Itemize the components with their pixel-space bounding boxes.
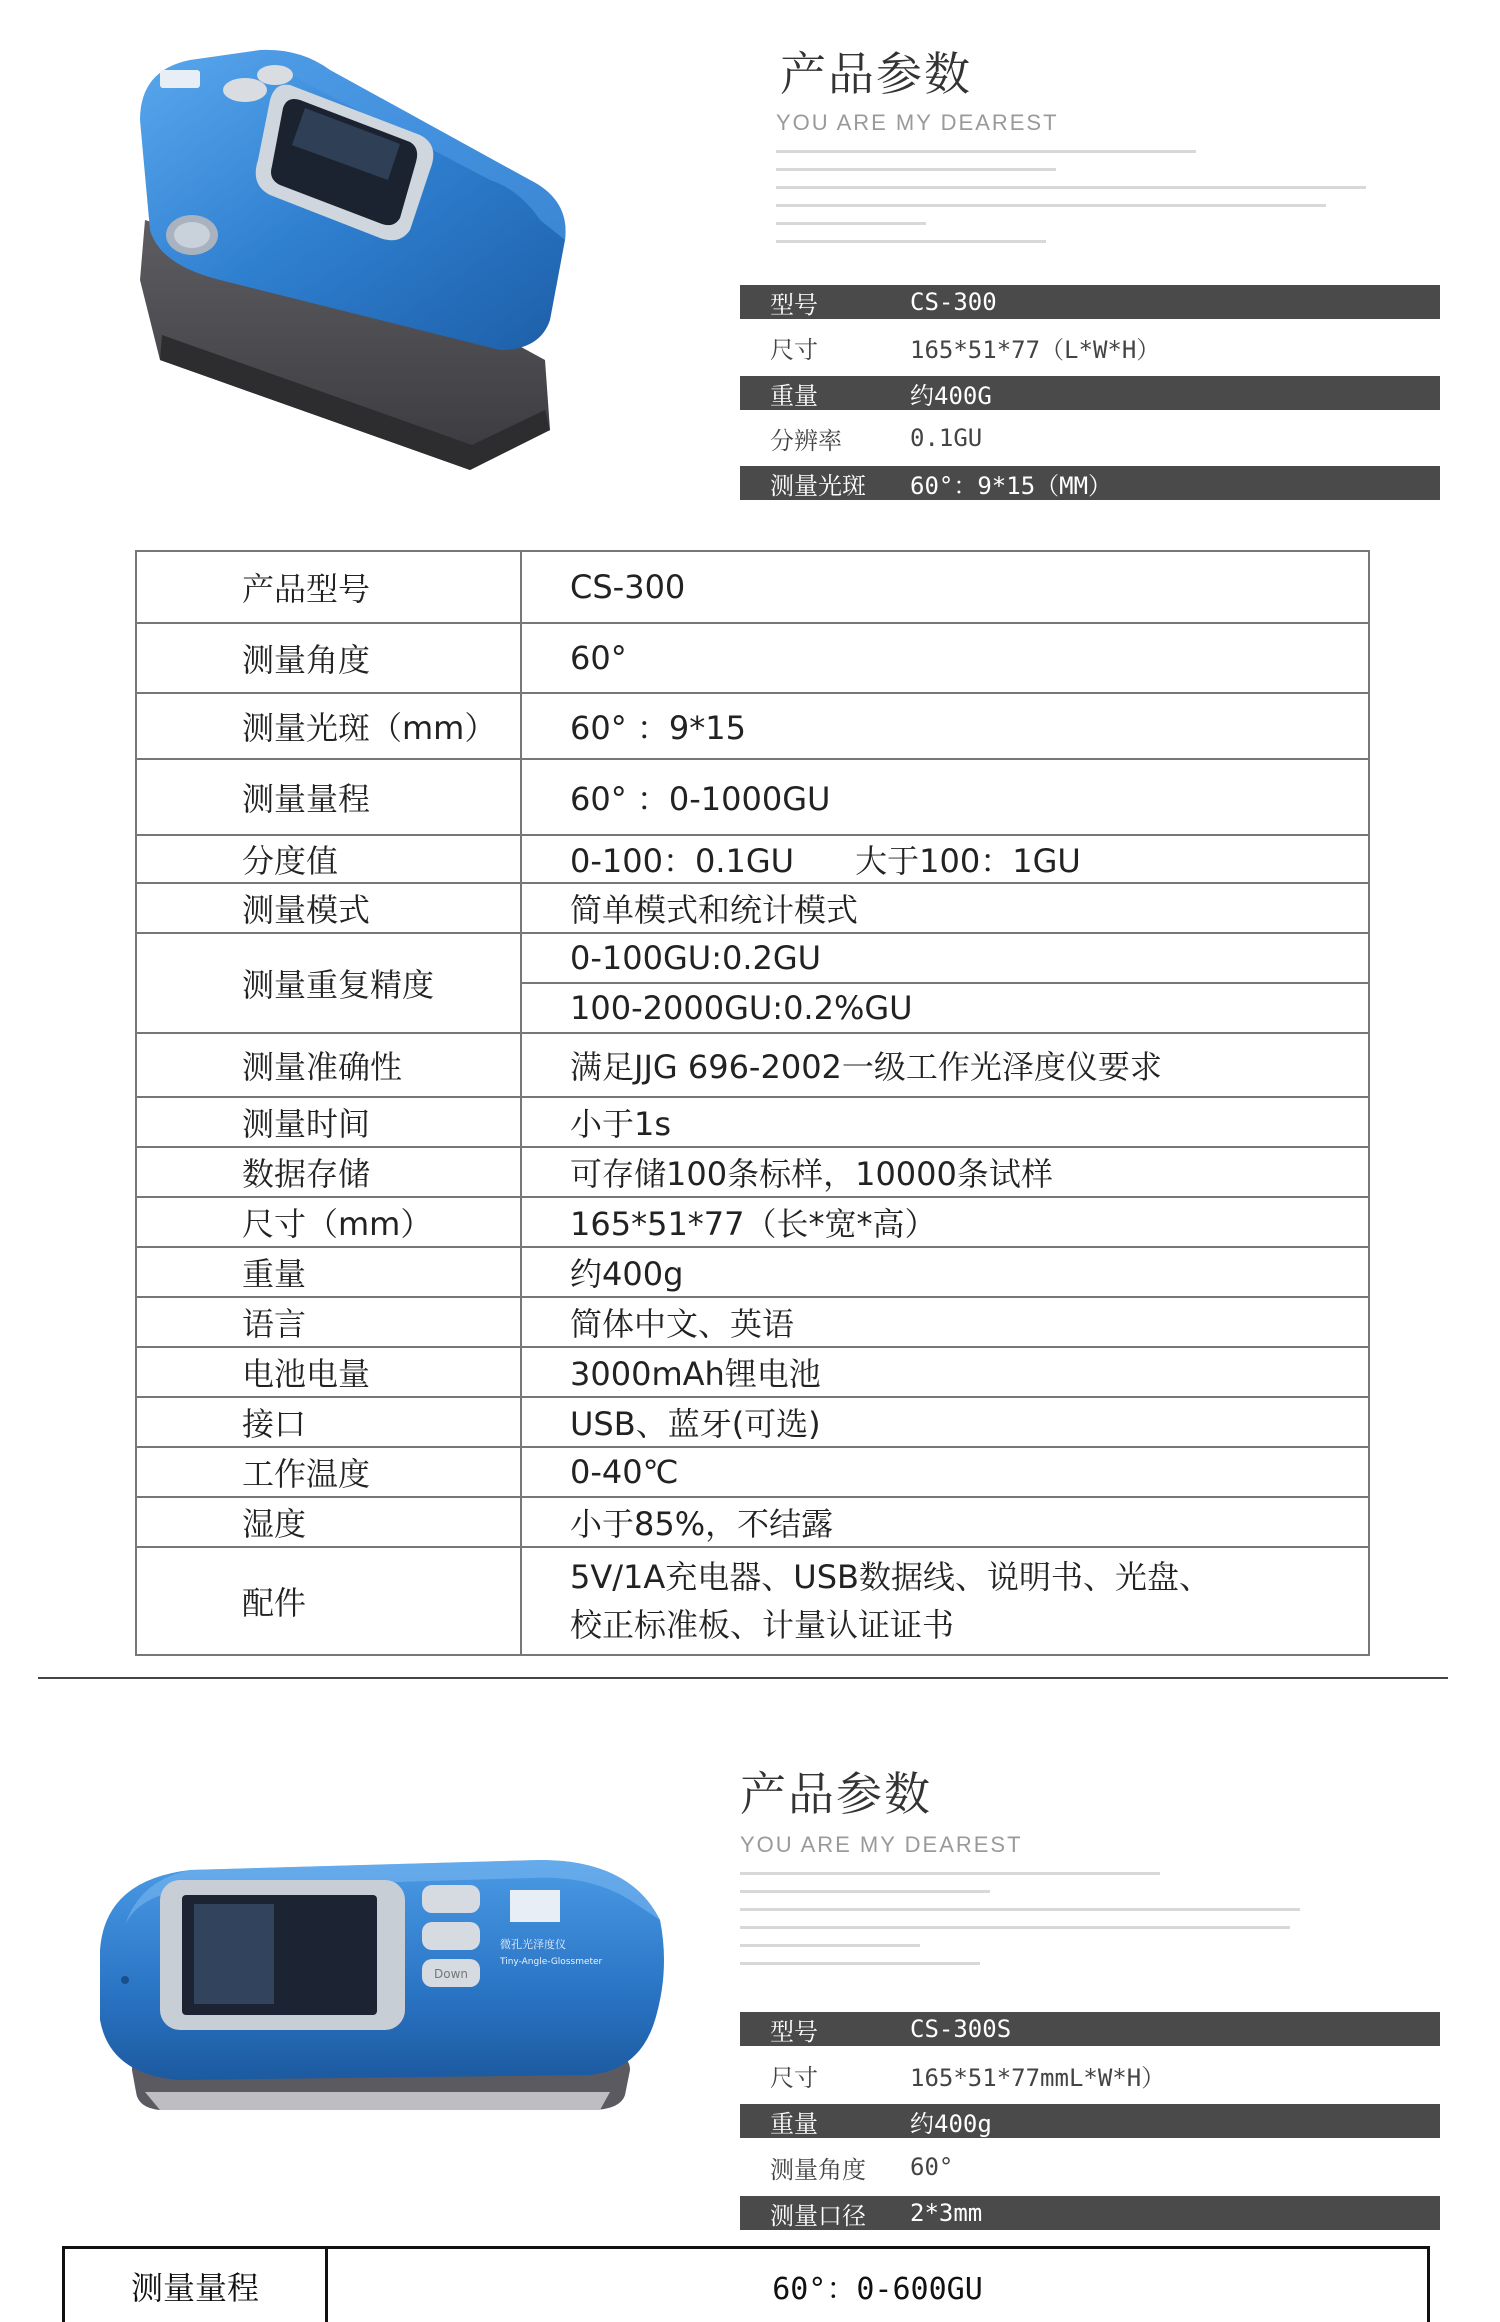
spec-label: 型号 bbox=[770, 2017, 818, 2046]
spec-row bbox=[740, 285, 1440, 319]
row-value: 简单模式和统计模式 bbox=[521, 883, 1369, 933]
row-value: USB、蓝牙(可选) bbox=[521, 1397, 1369, 1447]
table-row bbox=[136, 1547, 1369, 1655]
gloss-meter-photo-bottom bbox=[70, 1830, 670, 2130]
spec-label: 重量 bbox=[770, 381, 818, 410]
table-row bbox=[136, 1147, 1369, 1197]
spec-label: 测量光斑 bbox=[770, 471, 866, 500]
row-label: 测量角度 bbox=[136, 623, 521, 693]
row-label: 尺寸（mm） bbox=[136, 1197, 521, 1247]
spec-value: 165*51*77（L*W*H） bbox=[910, 335, 1161, 364]
panel-title: 产品参数 bbox=[780, 47, 972, 101]
spec-label: 重量 bbox=[770, 2109, 818, 2138]
row-value: 60° ：0-1000GU bbox=[521, 759, 1369, 835]
row-value: 小于85%，不结露 bbox=[521, 1497, 1369, 1547]
row-label: 配件 bbox=[136, 1547, 521, 1655]
spec-row bbox=[740, 2150, 1440, 2184]
row-value: 小于1s bbox=[521, 1097, 1369, 1147]
panel-subtitle: YOU ARE MY DEAREST bbox=[776, 110, 1059, 135]
row-value: 60°：0-600GU bbox=[772, 2271, 983, 2307]
spec-label: 尺寸 bbox=[770, 2063, 818, 2092]
spec-row bbox=[740, 421, 1440, 455]
spec-value: 165*51*77mmL*W*H） bbox=[910, 2063, 1166, 2092]
decorative-text-line bbox=[740, 1872, 1160, 1875]
spec-row bbox=[740, 2012, 1440, 2046]
decorative-text-line bbox=[776, 204, 1326, 207]
spec-label: 尺寸 bbox=[770, 335, 818, 364]
decorative-text-line bbox=[740, 1944, 920, 1947]
spec-value: 0.1GU bbox=[910, 424, 983, 452]
spec-row bbox=[740, 330, 1440, 364]
range-table bbox=[62, 2246, 1430, 2322]
spec-panel-top bbox=[740, 30, 1440, 500]
row-label: 电池电量 bbox=[136, 1347, 521, 1397]
spec-panel-bottom bbox=[740, 1750, 1440, 2230]
row-label: 语言 bbox=[136, 1297, 521, 1347]
table-row bbox=[136, 623, 1369, 693]
decorative-text-line bbox=[776, 240, 1046, 243]
device-logo-text: 微孔光泽度仪 bbox=[500, 1938, 566, 1951]
row-value-line2: 校正标准板、计量认证证书 bbox=[570, 1606, 955, 1644]
row-value: 约400g bbox=[521, 1247, 1369, 1297]
table-row bbox=[136, 1033, 1369, 1097]
decorative-text-line bbox=[740, 1962, 980, 1965]
decorative-text-line bbox=[776, 168, 1056, 171]
row-value: 简体中文、英语 bbox=[521, 1297, 1369, 1347]
spec-value: 60°：9*15（MM） bbox=[910, 471, 1113, 500]
panel-subtitle: YOU ARE MY DEAREST bbox=[740, 1832, 1023, 1857]
table-row bbox=[136, 1297, 1369, 1347]
row-label: 产品型号 bbox=[136, 551, 521, 623]
spec-row bbox=[740, 2104, 1440, 2138]
spec-value: 约400G bbox=[910, 381, 992, 410]
decorative-text-line bbox=[740, 1890, 990, 1893]
down-button-label: Down bbox=[433, 1967, 469, 1981]
spec-label: 分辨率 bbox=[770, 426, 842, 455]
table-row bbox=[136, 1097, 1369, 1147]
row-value: 165*51*77（长*宽*高） bbox=[521, 1197, 1369, 1247]
table-row bbox=[136, 933, 1369, 983]
decorative-text-line bbox=[740, 1908, 1300, 1911]
row-value: CS-300 bbox=[521, 551, 1369, 623]
row-value: 满足JJG 696-2002一级工作光泽度仪要求 bbox=[521, 1033, 1369, 1097]
row-label: 数据存储 bbox=[136, 1147, 521, 1197]
table-row bbox=[136, 1347, 1369, 1397]
panel-title: 产品参数 bbox=[740, 1767, 932, 1821]
decorative-text-line bbox=[740, 1926, 1290, 1929]
row-value: 3000mAh锂电池 bbox=[521, 1347, 1369, 1397]
row-label: 测量模式 bbox=[136, 883, 521, 933]
table-row bbox=[136, 1447, 1369, 1497]
spec-row bbox=[740, 466, 1440, 500]
row-label: 测量量程 bbox=[65, 2249, 328, 2322]
decorative-text-line bbox=[776, 186, 1366, 189]
row-label: 测量光斑（mm） bbox=[136, 693, 521, 759]
table-row bbox=[136, 693, 1369, 759]
row-label: 分度值 bbox=[136, 835, 521, 883]
section-divider bbox=[38, 1677, 1448, 1679]
table-row bbox=[136, 551, 1369, 623]
spec-value: 2*3mm bbox=[910, 2199, 983, 2227]
row-value-line1: 5V/1A充电器、USB数据线、说明书、光盘、 bbox=[570, 1558, 1211, 1596]
row-label: 测量重复精度 bbox=[136, 933, 521, 1033]
row-label: 工作温度 bbox=[136, 1447, 521, 1497]
decorative-text-line bbox=[776, 222, 926, 225]
table-row bbox=[136, 1197, 1369, 1247]
row-label: 测量时间 bbox=[136, 1097, 521, 1147]
spec-label: 型号 bbox=[770, 290, 818, 319]
row-value: 0-40℃ bbox=[521, 1447, 1369, 1497]
row-value-line2: 100-2000GU:0.2%GU bbox=[521, 983, 1369, 1033]
row-label: 湿度 bbox=[136, 1497, 521, 1547]
row-label: 测量量程 bbox=[136, 759, 521, 835]
gloss-meter-photo-top bbox=[100, 30, 620, 480]
spec-row bbox=[740, 2196, 1440, 2230]
row-value: 可存储100条标样，10000条试样 bbox=[521, 1147, 1369, 1197]
spec-value: 约400g bbox=[910, 2109, 992, 2138]
device-logo-text-en: Tiny-Angle-Glossmeter bbox=[500, 1957, 603, 1967]
table-row bbox=[136, 1497, 1369, 1547]
row-value bbox=[521, 1547, 1369, 1655]
decorative-text-line bbox=[776, 150, 1196, 153]
spec-label: 测量角度 bbox=[770, 2155, 866, 2184]
parameter-table bbox=[135, 550, 1370, 1656]
table-row bbox=[136, 1247, 1369, 1297]
spec-row bbox=[740, 376, 1440, 410]
spec-row bbox=[740, 2058, 1440, 2092]
table-row bbox=[136, 835, 1369, 883]
spec-value: CS-300S bbox=[910, 2015, 1012, 2043]
row-label: 接口 bbox=[136, 1397, 521, 1447]
row-value-line1: 0-100GU:0.2GU bbox=[521, 933, 1369, 983]
row-label: 测量准确性 bbox=[136, 1033, 521, 1097]
spec-value: CS-300 bbox=[910, 288, 997, 316]
spec-label: 测量口径 bbox=[770, 2201, 866, 2230]
spec-value: 60° bbox=[910, 2153, 954, 2181]
table-row bbox=[136, 883, 1369, 933]
row-value: 60° bbox=[521, 623, 1369, 693]
row-value: 60° ：9*15 bbox=[521, 693, 1369, 759]
row-value: 0-100：0.1GU 大于100：1GU bbox=[521, 835, 1369, 883]
table-row bbox=[136, 1397, 1369, 1447]
table-row bbox=[136, 759, 1369, 835]
row-label: 重量 bbox=[136, 1247, 521, 1297]
